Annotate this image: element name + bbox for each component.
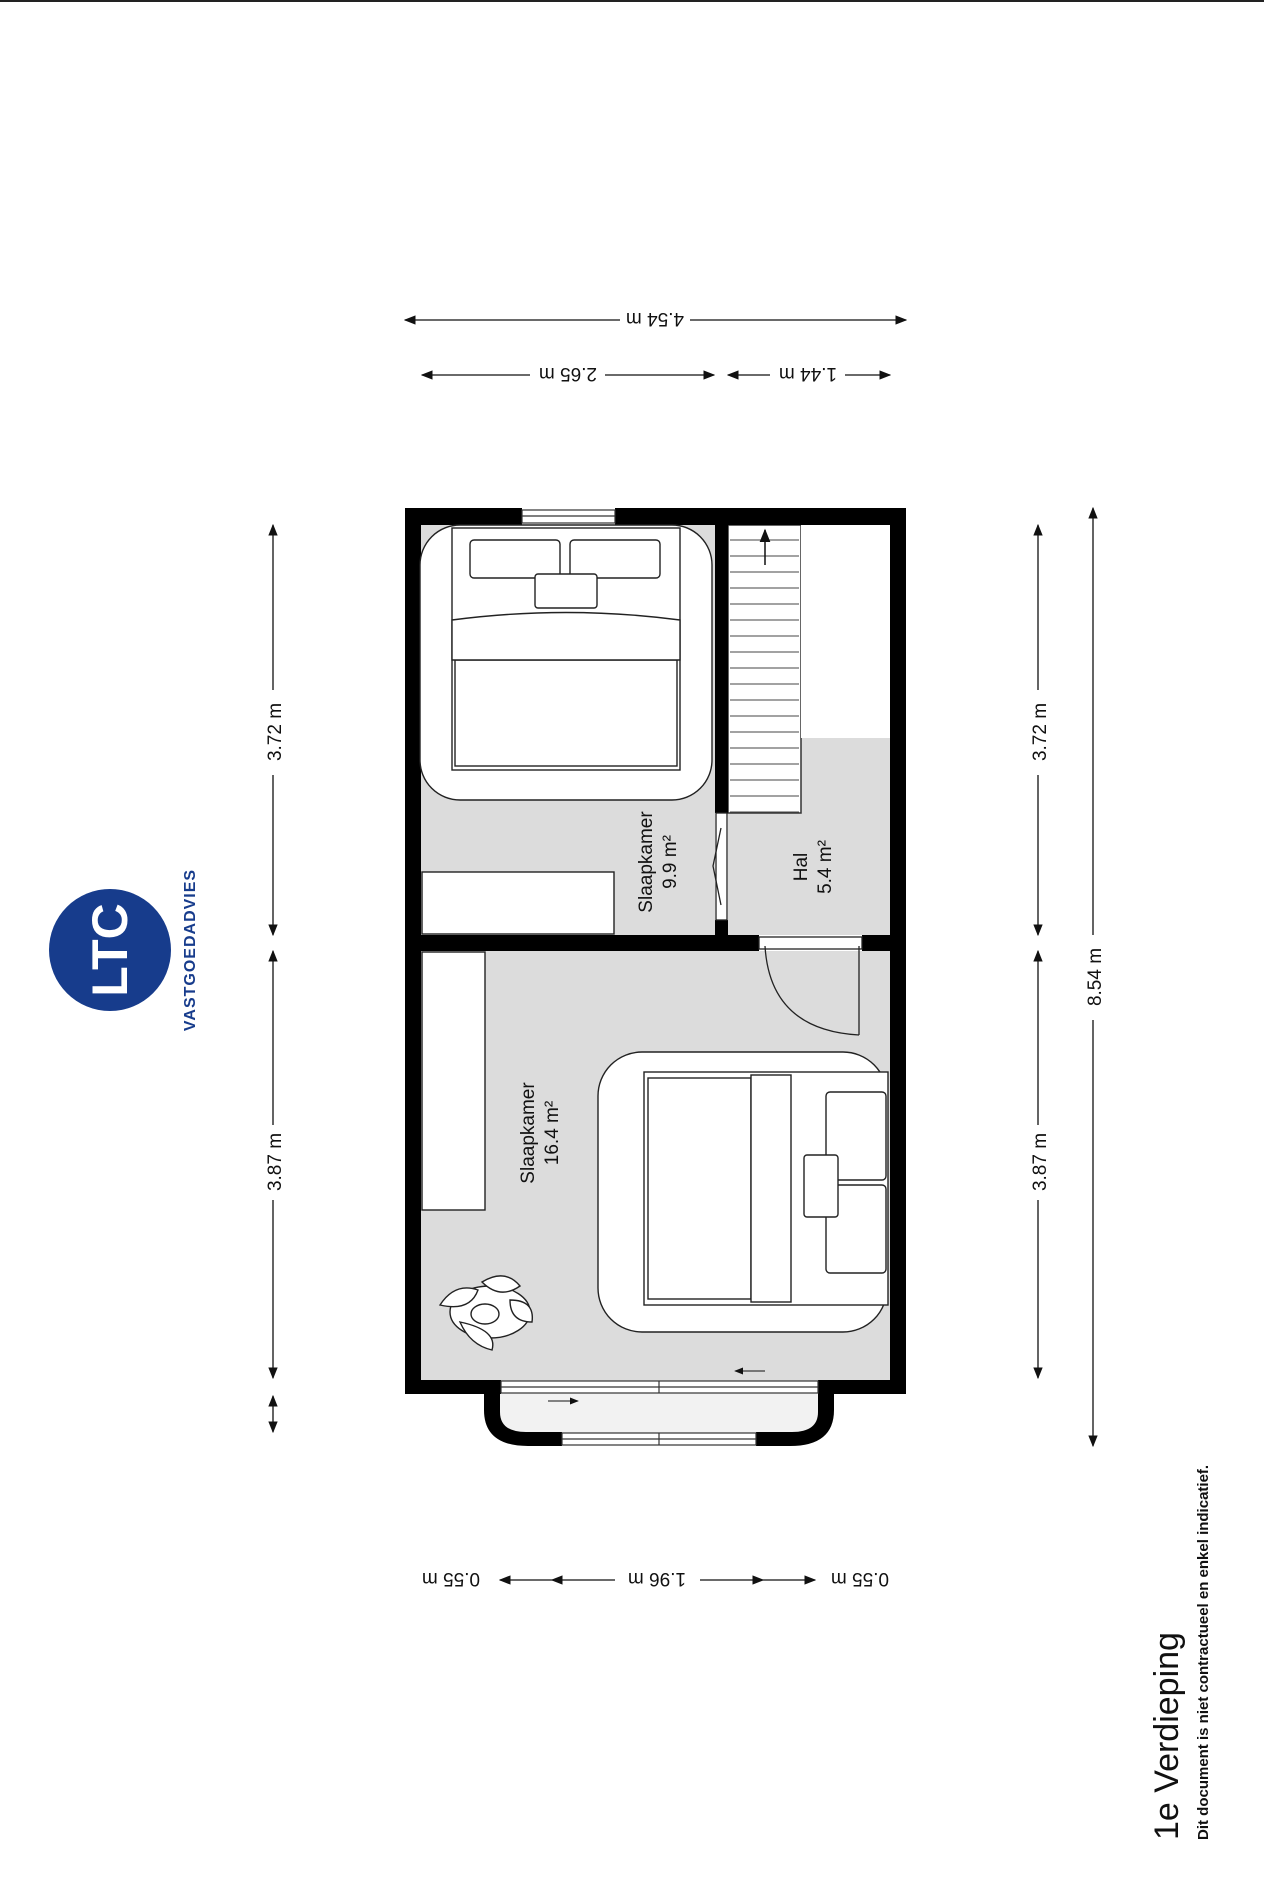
ltc-logo	[49, 869, 199, 1031]
door-opening-small	[716, 813, 727, 920]
disclaimer: Dit document is niet contractueel en enkel indicatief.	[1195, 1464, 1212, 1840]
staircase-area	[728, 525, 801, 813]
room-name-bedroom-small: Slaapkamer	[636, 811, 657, 913]
dim-left-lower: 3.87 m	[265, 1132, 286, 1192]
room-area-bedroom-large: 16.4 m²	[542, 1100, 563, 1166]
wall-middle-right	[862, 935, 890, 951]
dim-bottom-right: 0.55 m	[830, 1568, 890, 1589]
dim-left-upper: 3.72 m	[265, 702, 286, 762]
dim-bottom-left: 0.55 m	[421, 1568, 481, 1589]
dim-top-total: 4.54 m	[625, 308, 685, 329]
room-name-bedroom-large: Slaapkamer	[518, 1082, 539, 1184]
logo-subtitle: VASTGOEDADVIES	[182, 868, 199, 1032]
wall-outer-top-left	[405, 508, 522, 525]
wall-middle-left	[421, 935, 759, 951]
wall-outer-top-right	[615, 508, 906, 525]
dim-top-right: 1.44 m	[778, 363, 838, 384]
dim-right-total: 8.54 m	[1085, 947, 1106, 1007]
bed-small-duvet	[455, 660, 677, 766]
dim-bottom-mid: 1.96 m	[627, 1568, 687, 1589]
wall-outer-left	[405, 508, 421, 1393]
wall-outer-right	[890, 508, 906, 1393]
wall-stair-left	[715, 525, 728, 813]
room-area-bedroom-small: 9.9 m²	[660, 835, 681, 889]
bed-large-duvet	[648, 1078, 751, 1299]
logo-letters: LTC	[82, 903, 138, 997]
door-opening-hall	[759, 937, 862, 949]
dim-right-upper: 3.72 m	[1030, 702, 1051, 762]
dim-right-lower: 3.87 m	[1030, 1132, 1051, 1192]
bed-large	[598, 1052, 888, 1332]
wardrobe-small	[422, 872, 614, 934]
room-area-hall: 5.4 m²	[815, 840, 836, 894]
bed-small	[420, 525, 712, 800]
wardrobe-large	[422, 952, 485, 1210]
room-name-hall: Hal	[791, 852, 812, 882]
dim-top-left: 2.65 m	[538, 363, 598, 384]
void-area	[801, 525, 890, 738]
floor-title: 1e Verdieping	[1148, 1632, 1186, 1840]
